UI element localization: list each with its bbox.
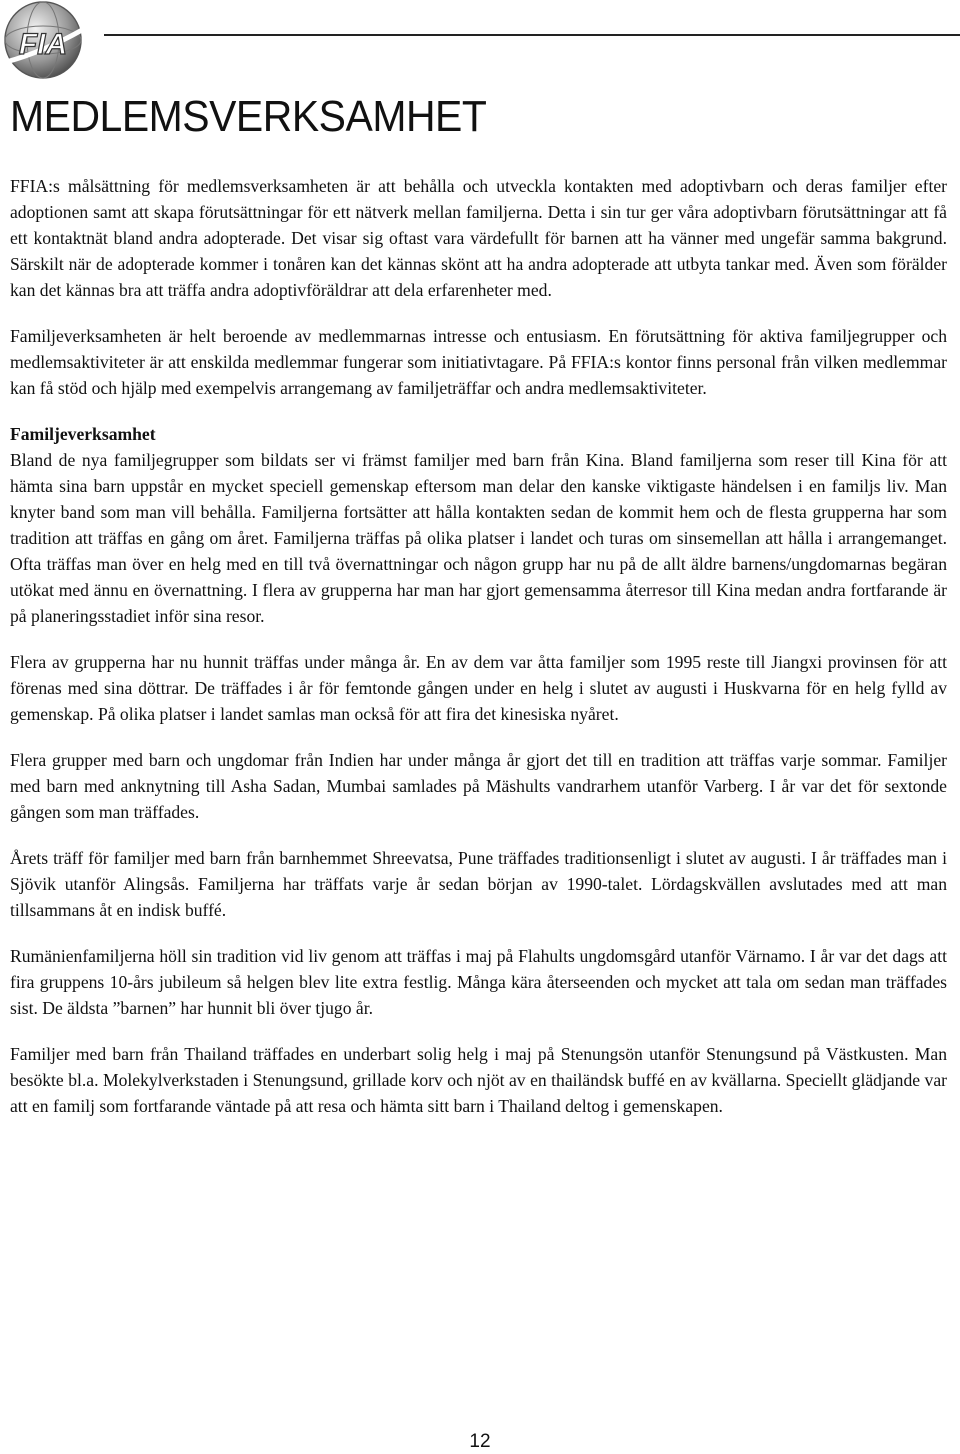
intro-paragraph-1: FFIA:s målsättning för medlemsverksamheten är att behålla och utveckla kontakten med adoptivbarn och deras familjer efter adoptionen samt att skapa förutsättningar för ett nätverk mellan familjerna. Detta i sin tur ger våra adoptivbarn förutsättningar att få ett kontaktnät bland andra adopterade. Det visar sig oftast vara värdefullt för barnen att ha vänner med ungefär samma bakgrund. Särskilt när de adopterade kommer i tonåren kan det kännas skönt att ha andra adopterade att utbyta tankar med. Även som förälder kan det kännas bra att träffa andra adoptivföräldrar att dela erfarenheter med. [10,176,947,300]
ffia-logo [0,0,86,82]
section-paragraph-3: Flera grupper med barn och ungdomar från Indien har under många år gjort det till en tradition att träffas varje sommar. Familjer med barn med anknytning till Asha Sadan, Mumbai samlades på Mäshults vandrarhem utanför Varberg. I år var det för sextonde gången som man träffades. [10,750,947,822]
globe-logo-icon [0,0,86,82]
section-paragraph-5: Rumänienfamiljerna höll sin tradition vid liv genom att träffas i maj på Flahults ungdomsgård utanför Värnamo. I år var det dags att fira gruppens 10-års jubileum så helgen blev lite extra festlig. Många kära återseenden och mycket att tala om sedan man träffades sist. De äldsta ”barnen” har hunnit bli över tjugo år. [10,946,947,1018]
intro-paragraph-2: Familjeverksamheten är helt beroende av medlemmarnas intresse och entusiasm. En förutsättning för aktiva familjegrupper och medlemsaktiviteter är att enskilda medlemmar fungerar som initiativtagare. På FFIA:s kontor finns personal från vilken medlemmar kan få stöd och hjälp med exempelvis arrangemang av familjeträffar och andra medlemsaktiviteter. [10,326,947,398]
section-paragraph-1: Bland de nya familjegrupper som bildats ser vi främst familjer med barn från Kina. Bland familjerna som reser till Kina för att hämta sina barn uppstår en mycket speciell gemenskap eftersom man delar den kanske viktigaste händelsen i en familjs liv. Man knyter band som man vill behålla. Familjerna fortsätter att hålla kontakten sedan de kommit hem och de flesta grupperna har som tradition att träffas en gång om året. Familjerna träffas på olika platser i landet och turas om sinsemellan att hålla i arrangemanget. Ofta träffas man över en helg med en till två övernattningar och någon grupp har nu på de allt äldre barnens/ungdomarnas begäran utökat med ännu en övernattning. I flera av grupperna har man har gjort gemensamma återresor till Kina medan andra fortfarande är på planeringsstadiet inför sina resor. [10,450,947,626]
section-paragraph-6: Familjer med barn från Thailand träffades en underbart solig helg i maj på Stenungsön utanför Stenungsund på Västkusten. Man besökte bl.a. Molekylverkstaden i Stenungsund, grillade korv och njöt av en thailändsk buffé en av kvällarna. Speciellt glädjande var att en familj som fortfarande väntade på att resa och hämta sitt barn i Thailand deltog i gemenskapen. [10,1044,947,1116]
svg-text:FIA: FIA [18,28,68,61]
section-familjeverksamhet [10,421,947,629]
section-paragraph-2: Flera av grupperna har nu hunnit träffas under många år. En av dem var åtta familjer som 1995 reste till Jiangxi provinsen för att förenas med sina döttrar. De träffades i år för femtonde gången under en helg i slutet av augusti i Huskvarna för en helg fylld av gemenskap. På olika platser i landet samlas man också för att fira det kinesiska nyåret. [10,652,947,724]
section-paragraph-4: Årets träff för familjer med barn från barnhemmet Shreevatsa, Pune träffades traditionsenligt i slutet av augusti. I år träffades man i Sjövik utanför Alingsås. Familjerna har träffats varje år sedan början av 1990-talet. Lördagskvällen avslutades med att man tillsammans åt en indisk buffé. [10,848,947,920]
header-rule [104,34,960,36]
page-number: 12 [469,1431,491,1452]
page-title: MEDLEMSVERKSAMHET [10,92,487,141]
document-body [10,173,947,1139]
section-heading: Familjeverksamhet [10,424,156,444]
